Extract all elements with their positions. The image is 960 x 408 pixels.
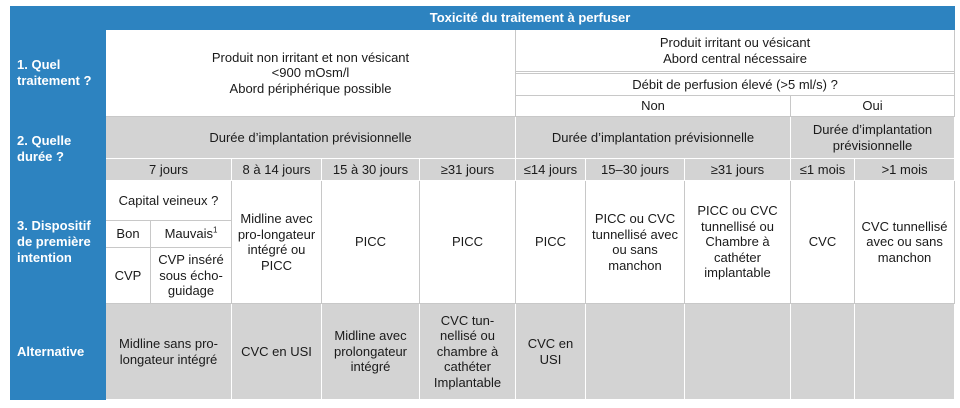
duration-14-jours: ≤14 jours xyxy=(516,159,586,181)
question-duration: 2. Quelle durée ? xyxy=(11,117,106,181)
alternative-empty-4 xyxy=(855,304,955,400)
alternative-7-jours: Midline sans pro-longateur intégré xyxy=(106,304,232,400)
capital-veineux: Capital veineux ? xyxy=(106,181,232,221)
irritant-line-2: Abord central nécessaire xyxy=(663,50,807,66)
alternative-empty-2 xyxy=(685,304,791,400)
non-irritant-line-1: Produit non irritant et non vésicant xyxy=(211,49,410,65)
perfusion-decision-table xyxy=(10,6,955,400)
debit-question: Débit de perfusion élevé (>5 ml/s) ? xyxy=(516,74,955,96)
alternative-8-14-jours: CVC en USI xyxy=(232,304,322,400)
alternative-31-jours: CVC tun-nellisé ou chambre à cathéter Implantable xyxy=(420,304,516,400)
first-line-15-30-irritant: PICC ou CVC tunnellisé avec ou sans manchon xyxy=(586,181,685,304)
question-alternative: Alternative xyxy=(11,304,106,400)
first-line-8-14: Midline avec pro-longateur intégré ou PICC xyxy=(232,181,322,304)
question-first-line: 3. Dispositif de première intention xyxy=(11,181,106,304)
alternative-14-jours: CVC en USI xyxy=(516,304,586,400)
non-irritant-line-3: Abord périphérique possible xyxy=(229,80,392,96)
capital-mauvais xyxy=(151,221,232,248)
non-irritant-line-2: <900 mOsm/l xyxy=(271,65,350,81)
first-line-cvp-echo: CVP inséré sous écho-guidage xyxy=(151,248,232,304)
alternative-empty-1 xyxy=(586,304,685,400)
duration-over-1-mois: >1 mois xyxy=(855,159,955,181)
question-treatment: 1. Quel traitement ? xyxy=(11,30,106,117)
first-line-1-mois: CVC xyxy=(791,181,855,304)
duration-15-30-jours: 15 à 30 jours xyxy=(322,159,420,181)
first-line-31: PICC xyxy=(420,181,516,304)
first-line-15-30: PICC xyxy=(322,181,420,304)
debit-non: Non xyxy=(516,96,791,117)
first-line-cvp: CVP xyxy=(106,248,151,304)
duration-15-30-jours-irritant: 15–30 jours xyxy=(586,159,685,181)
debit-oui: Oui xyxy=(791,96,955,117)
alternative-15-30-jours: Midline avec prolongateur intégré xyxy=(322,304,420,400)
duration-31-jours-irritant: ≥31 jours xyxy=(685,159,791,181)
first-line-14-irritant: PICC xyxy=(516,181,586,304)
first-line-31-irritant: PICC ou CVC tunnellisé ou Chambre à cathéter implantable xyxy=(685,181,791,304)
capital-bon: Bon xyxy=(106,221,151,248)
irritant-line-1: Produit irritant ou vésicant xyxy=(659,35,811,50)
duration-1-mois: ≤1 mois xyxy=(791,159,855,181)
duration-heading-non: Durée d’implantation prévisionnelle xyxy=(516,117,791,159)
duration-7-jours: 7 jours xyxy=(106,159,232,181)
duration-31-jours: ≥31 jours xyxy=(420,159,516,181)
corner-cell xyxy=(11,7,106,30)
duration-8-14-jours: 8 à 14 jours xyxy=(232,159,322,181)
irritant-cell xyxy=(516,30,955,72)
non-irritant-cell xyxy=(106,30,516,117)
footnote-marker: 1 xyxy=(212,225,218,235)
duration-heading-oui: Durée d’implantation prévisionnelle xyxy=(791,117,955,159)
alternative-empty-3 xyxy=(791,304,855,400)
table-title: Toxicité du traitement à perfuser xyxy=(106,7,955,30)
capital-mauvais-label: Mauvais xyxy=(164,226,213,242)
first-line-over-1-mois: CVC tunnellisé avec ou sans manchon xyxy=(855,181,955,304)
duration-heading-peripheral: Durée d’implantation prévisionnelle xyxy=(106,117,516,159)
